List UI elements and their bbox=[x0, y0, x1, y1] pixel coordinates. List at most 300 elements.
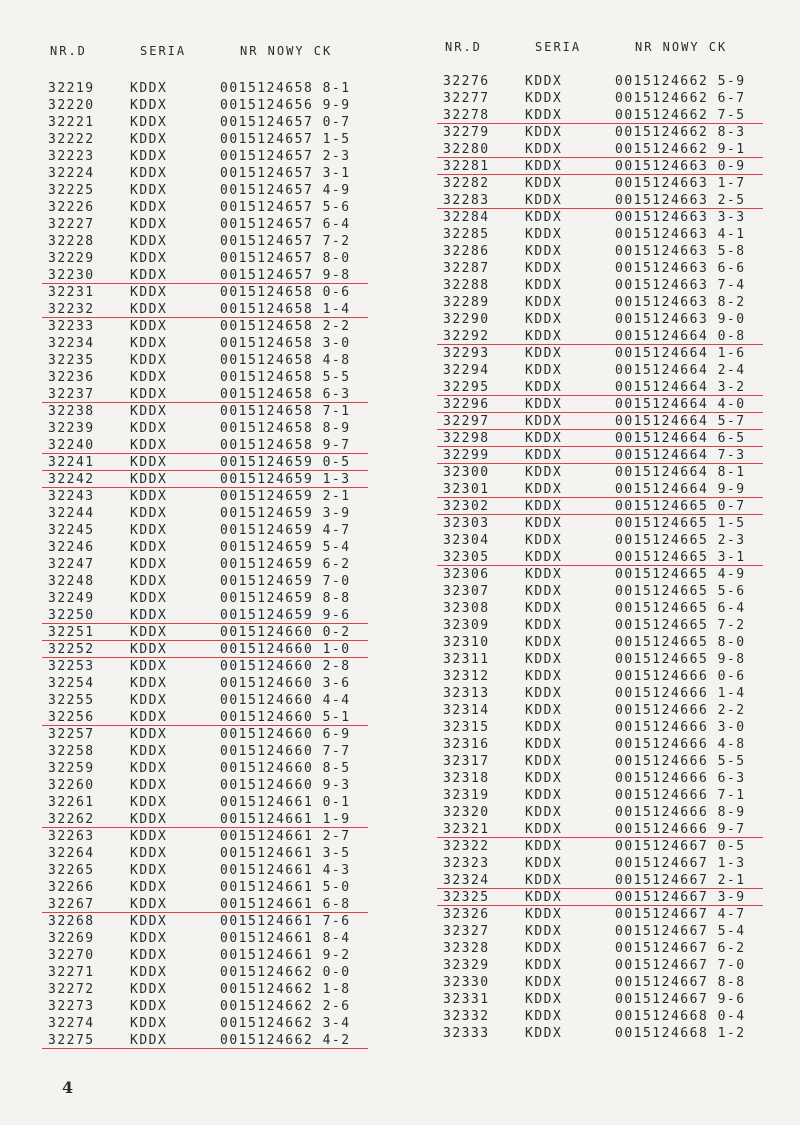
table-row bbox=[435, 209, 800, 226]
row-nr: 32320 bbox=[443, 805, 490, 820]
row-nr: 32326 bbox=[443, 907, 490, 922]
table-row bbox=[40, 1015, 420, 1032]
row-seria: KDDX bbox=[130, 744, 168, 759]
row-nr: 32318 bbox=[443, 771, 490, 786]
row-nr: 32227 bbox=[48, 217, 95, 232]
row-nr: 32287 bbox=[443, 261, 490, 276]
row-nr: 32271 bbox=[48, 965, 95, 980]
row-nowy: 0015124660 9-3 bbox=[220, 778, 351, 793]
table-row bbox=[40, 386, 420, 403]
row-nowy: 0015124657 1-5 bbox=[220, 132, 351, 147]
row-nr: 32253 bbox=[48, 659, 95, 674]
table-row bbox=[435, 396, 800, 413]
row-nr: 32284 bbox=[443, 210, 490, 225]
row-nr: 32290 bbox=[443, 312, 490, 327]
row-seria: KDDX bbox=[130, 506, 168, 521]
row-seria: KDDX bbox=[130, 829, 168, 844]
row-nr: 32331 bbox=[443, 992, 490, 1007]
table-row bbox=[40, 573, 420, 590]
row-seria: KDDX bbox=[525, 958, 563, 973]
table-row bbox=[435, 175, 800, 192]
row-nowy: 0015124660 0-2 bbox=[220, 625, 351, 640]
row-nowy: 0015124661 9-2 bbox=[220, 948, 351, 963]
row-seria: KDDX bbox=[525, 822, 563, 837]
row-nr: 32321 bbox=[443, 822, 490, 837]
row-nowy: 0015124665 4-9 bbox=[615, 567, 746, 582]
row-nr: 32251 bbox=[48, 625, 95, 640]
row-seria: KDDX bbox=[525, 142, 563, 157]
table-row bbox=[40, 998, 420, 1015]
row-nowy: 0015124657 6-4 bbox=[220, 217, 351, 232]
row-seria: KDDX bbox=[130, 234, 168, 249]
row-nowy: 0015124666 3-0 bbox=[615, 720, 746, 735]
row-seria: KDDX bbox=[525, 431, 563, 446]
row-nowy: 0015124657 7-2 bbox=[220, 234, 351, 249]
row-seria: KDDX bbox=[525, 856, 563, 871]
row-nr: 32319 bbox=[443, 788, 490, 803]
row-seria: KDDX bbox=[525, 159, 563, 174]
table-row bbox=[435, 617, 800, 634]
row-nr: 32325 bbox=[443, 890, 490, 905]
row-seria: KDDX bbox=[525, 414, 563, 429]
table-row bbox=[40, 335, 420, 352]
row-nr: 32247 bbox=[48, 557, 95, 572]
row-nr: 32324 bbox=[443, 873, 490, 888]
page-number: 4 bbox=[62, 1078, 74, 1097]
row-nowy: 0015124665 8-0 bbox=[615, 635, 746, 650]
row-nowy: 0015124657 9-8 bbox=[220, 268, 351, 283]
table-row bbox=[40, 692, 420, 709]
row-nr: 32220 bbox=[48, 98, 95, 113]
header-seria: SERIA bbox=[140, 44, 187, 58]
row-seria: KDDX bbox=[130, 217, 168, 232]
row-seria: KDDX bbox=[130, 880, 168, 895]
row-nr: 32279 bbox=[443, 125, 490, 140]
row-nowy: 0015124656 9-9 bbox=[220, 98, 351, 113]
row-seria: KDDX bbox=[130, 795, 168, 810]
row-seria: KDDX bbox=[525, 397, 563, 412]
row-seria: KDDX bbox=[130, 166, 168, 181]
row-nr: 32310 bbox=[443, 635, 490, 650]
table-row bbox=[435, 719, 800, 736]
table-row bbox=[40, 641, 420, 658]
row-seria: KDDX bbox=[130, 608, 168, 623]
row-nowy: 0015124666 2-2 bbox=[615, 703, 746, 718]
row-nowy: 0015124666 5-5 bbox=[615, 754, 746, 769]
table-row bbox=[435, 668, 800, 685]
row-nr: 32295 bbox=[443, 380, 490, 395]
row-seria: KDDX bbox=[525, 907, 563, 922]
header-nowy: NR NOWY CK bbox=[635, 40, 728, 54]
table-row bbox=[435, 158, 800, 175]
row-seria: KDDX bbox=[130, 591, 168, 606]
row-seria: KDDX bbox=[130, 897, 168, 912]
table-row bbox=[435, 583, 800, 600]
row-nowy: 0015124657 4-9 bbox=[220, 183, 351, 198]
row-nowy: 0015124657 2-3 bbox=[220, 149, 351, 164]
row-nowy: 0015124666 9-7 bbox=[615, 822, 746, 837]
row-seria: KDDX bbox=[525, 244, 563, 259]
row-seria: KDDX bbox=[525, 805, 563, 820]
row-seria: KDDX bbox=[525, 312, 563, 327]
table-row bbox=[435, 413, 800, 430]
row-nowy: 0015124667 8-8 bbox=[615, 975, 746, 990]
row-nr: 32288 bbox=[443, 278, 490, 293]
table-row bbox=[40, 624, 420, 641]
row-seria: KDDX bbox=[525, 465, 563, 480]
row-nr: 32231 bbox=[48, 285, 95, 300]
row-nowy: 0015124660 5-1 bbox=[220, 710, 351, 725]
row-nowy: 0015124663 6-6 bbox=[615, 261, 746, 276]
row-seria: KDDX bbox=[130, 268, 168, 283]
table-row bbox=[40, 131, 420, 148]
table-row bbox=[435, 294, 800, 311]
row-nr: 32242 bbox=[48, 472, 95, 487]
row-nowy: 0015124665 0-7 bbox=[615, 499, 746, 514]
row-nr: 32308 bbox=[443, 601, 490, 616]
row-nr: 32262 bbox=[48, 812, 95, 827]
row-nr: 32280 bbox=[443, 142, 490, 157]
row-seria: KDDX bbox=[525, 193, 563, 208]
table-row bbox=[435, 651, 800, 668]
row-nowy: 0015124666 0-6 bbox=[615, 669, 746, 684]
row-seria: KDDX bbox=[525, 346, 563, 361]
row-seria: KDDX bbox=[525, 686, 563, 701]
header-nr: NR.D bbox=[50, 44, 87, 58]
row-nr: 32329 bbox=[443, 958, 490, 973]
row-seria: KDDX bbox=[525, 329, 563, 344]
row-nr: 32323 bbox=[443, 856, 490, 871]
row-seria: KDDX bbox=[130, 404, 168, 419]
row-nowy: 0015124661 3-5 bbox=[220, 846, 351, 861]
row-nowy: 0015124665 1-5 bbox=[615, 516, 746, 531]
row-nowy: 0015124658 0-6 bbox=[220, 285, 351, 300]
row-nowy: 0015124666 7-1 bbox=[615, 788, 746, 803]
table-row bbox=[40, 233, 420, 250]
row-nowy: 0015124658 4-8 bbox=[220, 353, 351, 368]
table-row bbox=[435, 107, 800, 124]
left-table bbox=[40, 80, 420, 1049]
row-nr: 32264 bbox=[48, 846, 95, 861]
row-seria: KDDX bbox=[525, 975, 563, 990]
row-seria: KDDX bbox=[130, 438, 168, 453]
row-nowy: 0015124667 1-3 bbox=[615, 856, 746, 871]
row-nr: 32243 bbox=[48, 489, 95, 504]
row-nowy: 0015124667 2-1 bbox=[615, 873, 746, 888]
row-nr: 32228 bbox=[48, 234, 95, 249]
row-nr: 32244 bbox=[48, 506, 95, 521]
row-nr: 32294 bbox=[443, 363, 490, 378]
row-seria: KDDX bbox=[525, 601, 563, 616]
row-nr: 32222 bbox=[48, 132, 95, 147]
row-seria: KDDX bbox=[130, 540, 168, 555]
row-nr: 32233 bbox=[48, 319, 95, 334]
row-seria: KDDX bbox=[525, 516, 563, 531]
row-nr: 32225 bbox=[48, 183, 95, 198]
table-row bbox=[40, 284, 420, 301]
row-seria: KDDX bbox=[130, 1033, 168, 1048]
row-seria: KDDX bbox=[525, 941, 563, 956]
row-nr: 32296 bbox=[443, 397, 490, 412]
row-seria: KDDX bbox=[130, 1016, 168, 1031]
table-row bbox=[435, 515, 800, 532]
table-row bbox=[40, 675, 420, 692]
table-row bbox=[40, 607, 420, 624]
row-nr: 32249 bbox=[48, 591, 95, 606]
row-seria: KDDX bbox=[130, 251, 168, 266]
row-nr: 32304 bbox=[443, 533, 490, 548]
row-nowy: 0015124663 4-1 bbox=[615, 227, 746, 242]
row-nr: 32238 bbox=[48, 404, 95, 419]
row-nowy: 0015124658 2-2 bbox=[220, 319, 351, 334]
table-row bbox=[435, 685, 800, 702]
row-seria: KDDX bbox=[525, 533, 563, 548]
row-nr: 32235 bbox=[48, 353, 95, 368]
row-seria: KDDX bbox=[130, 846, 168, 861]
table-row bbox=[40, 267, 420, 284]
row-nowy: 0015124666 1-4 bbox=[615, 686, 746, 701]
row-nr: 32245 bbox=[48, 523, 95, 538]
table-row bbox=[40, 726, 420, 743]
row-seria: KDDX bbox=[130, 863, 168, 878]
row-nr: 32239 bbox=[48, 421, 95, 436]
table-row bbox=[435, 906, 800, 923]
row-seria: KDDX bbox=[525, 278, 563, 293]
row-seria: KDDX bbox=[525, 1026, 563, 1041]
row-seria: KDDX bbox=[130, 982, 168, 997]
row-seria: KDDX bbox=[525, 210, 563, 225]
table-row bbox=[40, 556, 420, 573]
table-row bbox=[40, 182, 420, 199]
row-nowy: 0015124664 7-3 bbox=[615, 448, 746, 463]
table-row bbox=[435, 277, 800, 294]
row-nowy: 0015124657 8-0 bbox=[220, 251, 351, 266]
table-row bbox=[40, 352, 420, 369]
row-seria: KDDX bbox=[525, 618, 563, 633]
row-seria: KDDX bbox=[130, 489, 168, 504]
row-nr: 32223 bbox=[48, 149, 95, 164]
table-row bbox=[435, 736, 800, 753]
row-seria: KDDX bbox=[525, 363, 563, 378]
row-nr: 32232 bbox=[48, 302, 95, 317]
row-nr: 32283 bbox=[443, 193, 490, 208]
row-nowy: 0015124658 3-0 bbox=[220, 336, 351, 351]
row-seria: KDDX bbox=[130, 81, 168, 96]
row-nr: 32261 bbox=[48, 795, 95, 810]
row-nowy: 0015124662 0-0 bbox=[220, 965, 351, 980]
row-nr: 32257 bbox=[48, 727, 95, 742]
row-nr: 32312 bbox=[443, 669, 490, 684]
row-nowy: 0015124663 7-4 bbox=[615, 278, 746, 293]
row-nowy: 0015124664 6-5 bbox=[615, 431, 746, 446]
row-seria: KDDX bbox=[130, 642, 168, 657]
table-row bbox=[435, 634, 800, 651]
row-nr: 32327 bbox=[443, 924, 490, 939]
row-nowy: 0015124668 1-2 bbox=[615, 1026, 746, 1041]
table-row bbox=[40, 794, 420, 811]
table-row bbox=[435, 464, 800, 481]
row-nr: 32276 bbox=[443, 74, 490, 89]
row-seria: KDDX bbox=[130, 149, 168, 164]
row-nowy: 0015124661 4-3 bbox=[220, 863, 351, 878]
table-row bbox=[435, 753, 800, 770]
row-nowy: 0015124661 1-9 bbox=[220, 812, 351, 827]
row-nowy: 0015124661 8-4 bbox=[220, 931, 351, 946]
row-nr: 32333 bbox=[443, 1026, 490, 1041]
row-nr: 32221 bbox=[48, 115, 95, 130]
row-seria: KDDX bbox=[525, 839, 563, 854]
row-nowy: 0015124668 0-4 bbox=[615, 1009, 746, 1024]
row-nr: 32309 bbox=[443, 618, 490, 633]
row-nr: 32248 bbox=[48, 574, 95, 589]
table-row bbox=[40, 913, 420, 930]
row-nowy: 0015124664 5-7 bbox=[615, 414, 746, 429]
table-row bbox=[435, 141, 800, 158]
row-nr: 32293 bbox=[443, 346, 490, 361]
row-nowy: 0015124663 1-7 bbox=[615, 176, 746, 191]
row-seria: KDDX bbox=[130, 183, 168, 198]
table-row bbox=[40, 862, 420, 879]
row-seria: KDDX bbox=[525, 703, 563, 718]
row-nr: 32240 bbox=[48, 438, 95, 453]
table-row bbox=[40, 709, 420, 726]
table-row bbox=[40, 743, 420, 760]
table-row bbox=[435, 260, 800, 277]
row-nowy: 0015124660 2-8 bbox=[220, 659, 351, 674]
row-seria: KDDX bbox=[130, 421, 168, 436]
row-nr: 32246 bbox=[48, 540, 95, 555]
row-seria: KDDX bbox=[130, 353, 168, 368]
row-seria: KDDX bbox=[130, 693, 168, 708]
row-nr: 32281 bbox=[443, 159, 490, 174]
table-row bbox=[40, 199, 420, 216]
row-nr: 32277 bbox=[443, 91, 490, 106]
table-row bbox=[435, 90, 800, 107]
row-seria: KDDX bbox=[525, 499, 563, 514]
row-nowy: 0015124664 2-4 bbox=[615, 363, 746, 378]
table-row bbox=[40, 777, 420, 794]
row-nr: 32237 bbox=[48, 387, 95, 402]
row-seria: KDDX bbox=[525, 448, 563, 463]
row-nowy: 0015124666 6-3 bbox=[615, 771, 746, 786]
row-nr: 32254 bbox=[48, 676, 95, 691]
row-nr: 32315 bbox=[443, 720, 490, 735]
table-row bbox=[435, 702, 800, 719]
row-nr: 32306 bbox=[443, 567, 490, 582]
table-row bbox=[40, 947, 420, 964]
row-seria: KDDX bbox=[525, 652, 563, 667]
row-nr: 32256 bbox=[48, 710, 95, 725]
row-nr: 32226 bbox=[48, 200, 95, 215]
table-row bbox=[40, 828, 420, 845]
row-nr: 32269 bbox=[48, 931, 95, 946]
table-row bbox=[435, 889, 800, 906]
table-row bbox=[435, 345, 800, 362]
table-row bbox=[435, 192, 800, 209]
row-seria: KDDX bbox=[525, 482, 563, 497]
table-row bbox=[40, 403, 420, 420]
row-seria: KDDX bbox=[525, 91, 563, 106]
row-nowy: 0015124665 7-2 bbox=[615, 618, 746, 633]
row-nr: 32322 bbox=[443, 839, 490, 854]
row-nowy: 0015124662 5-9 bbox=[615, 74, 746, 89]
row-seria: KDDX bbox=[525, 890, 563, 905]
row-nowy: 0015124664 9-9 bbox=[615, 482, 746, 497]
row-nowy: 0015124660 4-4 bbox=[220, 693, 351, 708]
table-row bbox=[40, 301, 420, 318]
right-table bbox=[435, 73, 800, 1042]
row-seria: KDDX bbox=[525, 295, 563, 310]
row-seria: KDDX bbox=[130, 132, 168, 147]
table-row bbox=[435, 226, 800, 243]
row-nowy: 0015124664 8-1 bbox=[615, 465, 746, 480]
row-nr: 32274 bbox=[48, 1016, 95, 1031]
row-nowy: 0015124661 0-1 bbox=[220, 795, 351, 810]
row-nr: 32255 bbox=[48, 693, 95, 708]
row-nr: 32301 bbox=[443, 482, 490, 497]
row-nowy: 0015124657 3-1 bbox=[220, 166, 351, 181]
table-row bbox=[435, 974, 800, 991]
row-seria: KDDX bbox=[525, 380, 563, 395]
row-nowy: 0015124662 4-2 bbox=[220, 1033, 351, 1048]
row-nr: 32307 bbox=[443, 584, 490, 599]
row-nowy: 0015124666 4-8 bbox=[615, 737, 746, 752]
row-seria: KDDX bbox=[130, 574, 168, 589]
row-seria: KDDX bbox=[525, 737, 563, 752]
row-nowy: 0015124659 0-5 bbox=[220, 455, 351, 470]
table-row bbox=[40, 658, 420, 675]
table-row bbox=[435, 481, 800, 498]
table-row bbox=[40, 539, 420, 556]
row-seria: KDDX bbox=[130, 625, 168, 640]
row-seria: KDDX bbox=[130, 98, 168, 113]
table-row bbox=[40, 896, 420, 913]
row-seria: KDDX bbox=[130, 285, 168, 300]
row-nowy: 0015124661 6-8 bbox=[220, 897, 351, 912]
table-row bbox=[40, 590, 420, 607]
row-nowy: 0015124660 3-6 bbox=[220, 676, 351, 691]
row-nowy: 0015124667 4-7 bbox=[615, 907, 746, 922]
row-seria: KDDX bbox=[525, 924, 563, 939]
row-seria: KDDX bbox=[130, 778, 168, 793]
row-seria: KDDX bbox=[130, 812, 168, 827]
row-seria: KDDX bbox=[130, 948, 168, 963]
row-nowy: 0015124665 2-3 bbox=[615, 533, 746, 548]
table-row bbox=[40, 369, 420, 386]
row-seria: KDDX bbox=[525, 125, 563, 140]
row-nowy: 0015124661 2-7 bbox=[220, 829, 351, 844]
row-nowy: 0015124657 0-7 bbox=[220, 115, 351, 130]
row-nr: 32266 bbox=[48, 880, 95, 895]
row-nowy: 0015124664 1-6 bbox=[615, 346, 746, 361]
table-row bbox=[435, 855, 800, 872]
row-nowy: 0015124665 9-8 bbox=[615, 652, 746, 667]
row-nowy: 0015124664 0-8 bbox=[615, 329, 746, 344]
table-row bbox=[40, 216, 420, 233]
table-row bbox=[40, 114, 420, 131]
row-seria: KDDX bbox=[130, 999, 168, 1014]
table-row bbox=[40, 1032, 420, 1049]
row-seria: KDDX bbox=[130, 319, 168, 334]
table-row bbox=[40, 760, 420, 777]
header-seria: SERIA bbox=[535, 40, 582, 54]
row-nr: 32292 bbox=[443, 329, 490, 344]
row-nr: 32267 bbox=[48, 897, 95, 912]
header-nowy: NR NOWY CK bbox=[240, 44, 333, 58]
row-seria: KDDX bbox=[130, 302, 168, 317]
row-nr: 32311 bbox=[443, 652, 490, 667]
row-nr: 32259 bbox=[48, 761, 95, 776]
